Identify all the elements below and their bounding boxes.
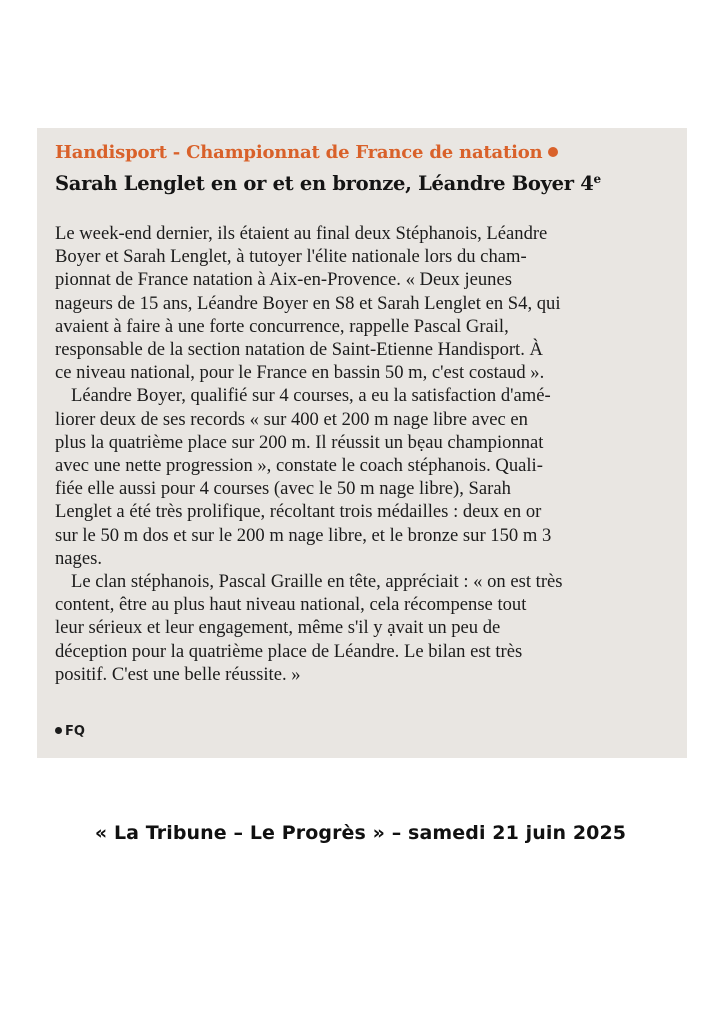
body-line: ce niveau national, pour le France en bassin 50 m, c'est costaud ». bbox=[55, 362, 545, 384]
body-line: plus la quatrième place sur 200 m. Il réussit un bẹau championnat bbox=[55, 431, 544, 453]
body-line: Le clan stéphanois, Pascal Graille en tête, appréciait : « on est très bbox=[71, 571, 563, 593]
body-line: déception pour la quatrième place de Léandre. Le bilan est très bbox=[55, 640, 523, 662]
signature-bullet-icon bbox=[55, 727, 62, 734]
body-line: sur le 50 m dos et sur le 200 m nage libre, et le bronze sur 150 m 3 bbox=[55, 524, 552, 546]
signature-text: FQ bbox=[65, 724, 85, 739]
body-line: pionnat de France natation à Aix-en-Provence. « Deux jeunes bbox=[55, 269, 512, 291]
body-line: leur sérieux et leur engagement, même s'il y ạvait un peu de bbox=[55, 617, 501, 639]
body-line: Boyer et Sarah Lenglet, à tutoyer l'élite nationale lors du cham- bbox=[55, 246, 527, 268]
headline-superscript: e bbox=[593, 172, 601, 186]
body-line: avaient à faire à une forte concurrence, rappelle Pascal Grail, bbox=[55, 315, 509, 337]
kicker-text: Handisport - Championnat de France de natation bbox=[55, 142, 543, 163]
article-body bbox=[55, 222, 677, 686]
body-line: Léandre Boyer, qualifié sur 4 courses, a eu la satisfaction d'amé- bbox=[71, 385, 551, 407]
body-line: avec une nette progression », constate le coach stéphanois. Quali- bbox=[55, 455, 543, 477]
newspaper-clipping bbox=[37, 128, 687, 758]
article-headline bbox=[55, 172, 601, 195]
article-kicker bbox=[55, 142, 558, 163]
article-signature bbox=[55, 724, 85, 739]
headline-text: Sarah Lenglet en or et en bronze, Léandre Boyer 4 bbox=[55, 172, 594, 195]
body-line: Lenglet a été très prolifique, récoltant trois médailles : deux en or bbox=[55, 501, 542, 523]
body-line: fiée elle aussi pour 4 courses (avec le 50 m nage libre), Sarah bbox=[55, 478, 511, 500]
body-line: nageurs de 15 ans, Léandre Boyer en S8 et Sarah Lenglet en S4, qui bbox=[55, 292, 561, 314]
kicker-bullet-icon bbox=[548, 147, 558, 157]
body-line: content, être au plus haut niveau national, cela récompense tout bbox=[55, 594, 527, 616]
body-line: positif. C'est une belle réussite. » bbox=[55, 663, 301, 685]
body-line: liorer deux de ses records « sur 400 et 200 m nage libre avec en bbox=[55, 408, 528, 430]
source-caption: « La Tribune – Le Progrès » – samedi 21 juin 2025 bbox=[94, 822, 627, 844]
body-line: responsable de la section natation de Saint-Etienne Handisport. À bbox=[55, 339, 543, 361]
body-line: Le week-end dernier, ils étaient au final deux Stéphanois, Léandre bbox=[55, 223, 548, 244]
body-line: nages. bbox=[55, 547, 102, 569]
